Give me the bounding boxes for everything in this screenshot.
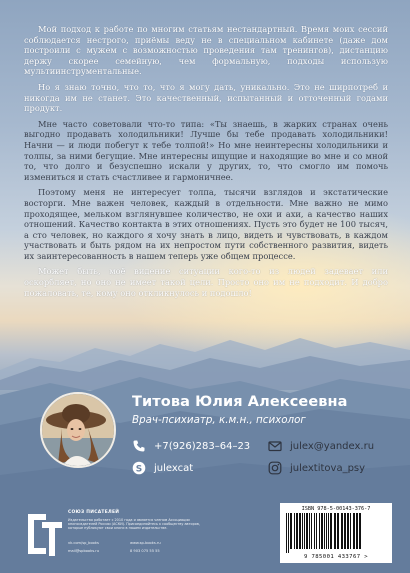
barcode-bar	[359, 513, 361, 549]
paragraph-2: Но я знаю точно, что то, что я могу дать, уникально. Это не ширпотреб и никогда им не станет. Это качественный, испытанный и отточенный годами продукт.	[24, 81, 388, 114]
barcode-bar	[314, 513, 315, 549]
author-block	[40, 384, 388, 492]
publisher-site: www.sp-books.ru	[130, 541, 161, 545]
barcode-digits: 9 785001 433767 >	[303, 554, 369, 560]
email-icon	[268, 439, 282, 453]
paragraph-4: Поэтому меня не интересует толпа, тысячи взглядов и экстатические восторги. Мне важен человек, каждый в отдельности. Мне важно не мимо проходящее, мельком взглянувшее количество, не охи и ахи, а качество наших отношений. Качество контакта в этих отношениях. Пусть это будет не 100 тысяч, а сто человек, но каждого я хочу знать в лицо, видеть и чувствовать, в каждом участвовать и быть рядом на их непростом пути собственного развития, видеть их заинтересованность в нашем теперь уже общем процессе.	[24, 187, 388, 261]
phone-number: +7(926)283–64–23	[154, 440, 251, 452]
barcode-bar	[302, 513, 303, 549]
instagram-icon	[268, 461, 282, 475]
paragraph-3: Мне часто советовали что-то типа: «Ты знаешь, в жарких странах очень выгодно продавать холодильники! Лучше бы тебе продавать холодильники! Начни — и люди побегут к тебе толпой!» Но мне неинтересны холодильники и толпы, за ними бегущие. Мне интересны ищущие и находящие во мне и со мной то, что долго и безуспешно искали у других, то, что смогло им помочь измениться и стать счастливее и гармоничнее.	[24, 118, 388, 182]
contact-email	[268, 438, 374, 454]
barcode-bar	[330, 513, 332, 549]
barcode-bar	[324, 513, 325, 549]
skype-icon	[132, 461, 146, 475]
publisher-caption: СОЮЗ ПИСАТЕЛЕЙ	[68, 510, 120, 515]
barcode-bar	[326, 513, 327, 549]
paragraph-1: Мой подход к работе по многим статьям нестандартный. Время моих сессий соблюдается нестрого, приёмы веду не в специальном кабинете (даже дом построили с мужем с возможностью проведения там тренингов), дистанцию держу скорее семейную, чем формальную, подходы использую мультиинструментальные.	[24, 24, 388, 77]
barcode-bar	[306, 513, 308, 549]
barcode-bar	[347, 513, 349, 549]
barcode-bar	[286, 513, 287, 553]
author-name: Титова Юлия Алексеевна	[132, 394, 348, 410]
publisher-phone: 8 903 075 55 55	[130, 549, 160, 553]
paragraph-5: Может быть, моё видение ситуации кого-то из людей задевает или оскорбляет, но оно не имеет такой цели. Просто оно им не подходит. И добро пожаловать, те, кому оно откликнулось и подошло!	[24, 266, 388, 298]
barcode-bar	[321, 513, 323, 549]
barcode-bar	[288, 513, 289, 553]
barcode-bar	[337, 513, 339, 549]
svg-text:S: S	[135, 464, 143, 475]
barcode-bar	[350, 513, 351, 549]
author-photo	[40, 392, 116, 468]
barcode-bar	[290, 513, 292, 549]
isbn-label: ISBN 978-5-00143-376-7	[301, 506, 371, 512]
author-portrait-illustration	[42, 394, 116, 468]
barcode-bar	[328, 513, 329, 549]
barcode-bar	[316, 513, 317, 549]
contact-instagram	[268, 460, 365, 476]
phone-icon	[132, 439, 146, 453]
barcode-bars	[284, 513, 388, 553]
barcode-bar	[344, 513, 346, 549]
contact-phone	[132, 438, 250, 454]
barcode-bar	[319, 513, 320, 549]
publisher-vk: vk.com/sp_books	[68, 541, 99, 545]
barcode-bar	[341, 513, 343, 549]
instagram-handle: julextitova_psy	[290, 462, 366, 474]
publisher-logo	[24, 508, 64, 560]
barcode-bar	[304, 513, 305, 549]
cover-text	[24, 24, 388, 303]
barcode-bar	[309, 513, 310, 549]
contact-skype	[132, 460, 193, 476]
barcode-bar	[294, 513, 295, 549]
skype-handle: julexcat	[154, 462, 194, 474]
email-address: julex@yandex.ru	[290, 440, 375, 452]
barcode-bar	[311, 513, 312, 549]
publisher-mail: mail@spbooks.ru	[68, 549, 99, 553]
author-title: Врач-психиатр, к.м.н., психолог	[132, 414, 306, 426]
barcode-bar	[356, 513, 358, 549]
publisher-note: Издательство работает с 2010 года и является членом Ассоциации книгоиздателей России (АСКИ). Присоединяйтесь к сообществу авторов, которые публикуют свои книги в нашем издательстве.	[68, 518, 200, 531]
barcode-bar	[296, 513, 298, 549]
isbn-barcode	[280, 503, 392, 563]
barcode-bar	[334, 513, 336, 549]
barcode-bar	[299, 513, 301, 549]
barcode-bar	[353, 513, 355, 549]
